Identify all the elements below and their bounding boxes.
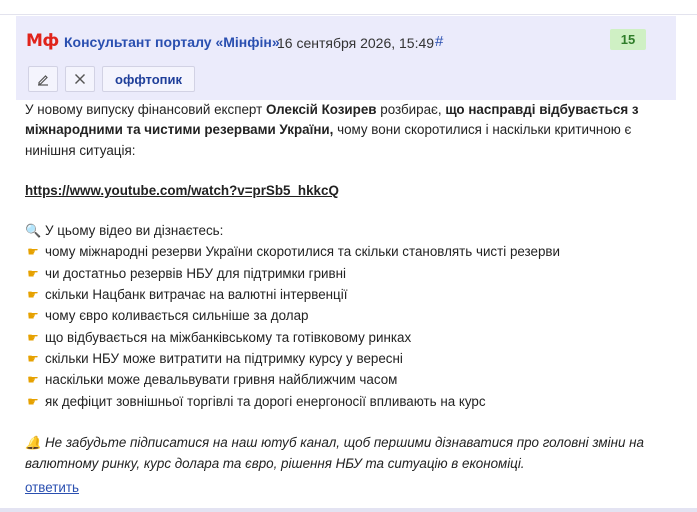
topic-list <box>25 242 668 412</box>
intro-highlight: що насправді відбувається з міжнародними та чистими резервами України, <box>25 102 639 138</box>
list-item <box>25 306 668 327</box>
list-item-text: що відбувається на міжбанківському та готівковому ринках <box>45 329 412 345</box>
author-link[interactable]: Консультант порталу «Мінфін» <box>64 34 280 50</box>
list-item <box>25 264 668 285</box>
top-divider <box>0 0 697 15</box>
post-header <box>16 16 676 100</box>
pointing-hand-icon: ☛ <box>27 373 39 389</box>
pointing-hand-icon: ☛ <box>27 394 39 410</box>
close-icon <box>73 72 87 86</box>
learn-intro <box>25 221 668 242</box>
list-item-text: скільки НБУ може витратити на підтримку курсу у вересні <box>45 350 403 366</box>
intro-text: У новому випуску фінансовий експерт <box>25 102 266 117</box>
forum-post <box>16 16 676 499</box>
post-body <box>16 100 676 499</box>
reply-link[interactable]: ответить <box>25 480 79 496</box>
list-item-text: як дефіцит зовнішньої торгівлі та дорогі енергоносії впливають на курс <box>45 393 486 409</box>
pointing-hand-icon: ☛ <box>27 330 39 346</box>
pointing-hand-icon: ☛ <box>27 288 39 304</box>
list-item <box>25 285 668 306</box>
delete-button[interactable] <box>65 66 95 92</box>
post-toolbar <box>28 66 195 92</box>
list-item <box>25 242 668 263</box>
subscribe-note-text: Не забудьте підписатися на наш ютуб канал, щоб першими дізнаватися про головні зміни на валютному ринку, курс долара та євро, рішення НБУ та ситуацію в економіці. <box>25 434 644 472</box>
learn-intro-text: У цьому відео ви дізнаєтесь: <box>45 223 224 239</box>
list-item <box>25 370 668 391</box>
permalink-hash[interactable]: # <box>435 33 444 50</box>
pointing-hand-icon: ☛ <box>27 351 39 367</box>
post-date: 16 сентября 2026, 15:49 <box>277 35 435 51</box>
pointing-hand-icon: ☛ <box>27 309 39 325</box>
magnifier-icon: 🔍 <box>25 224 42 240</box>
list-item-text: чому міжнародні резерви України скоротилися та скільки становлять чисті резерви <box>45 244 561 260</box>
pointing-hand-icon: ☛ <box>27 245 39 261</box>
bell-icon: 🔔 <box>25 435 42 451</box>
pointing-hand-icon: ☛ <box>27 266 39 282</box>
intro-paragraph <box>25 100 668 161</box>
list-item <box>25 328 668 349</box>
subscribe-note <box>25 433 668 475</box>
list-item-text: наскільки може девальвувати гривня найближчим часом <box>45 372 398 388</box>
list-item-text: скільки Нацбанк витрачає на валютні інтервенції <box>45 287 348 303</box>
intro-text: розбирає, <box>376 102 446 117</box>
intro-text: чому вони скоротилися і наскільки критичною є нинішня ситуація: <box>25 122 632 158</box>
list-item <box>25 392 668 413</box>
youtube-link[interactable]: https://www.youtube.com/watch?v=prSb5_hkkcQ <box>25 182 339 198</box>
list-item-text: чому євро коливається сильніше за долар <box>45 308 309 324</box>
edit-button[interactable] <box>28 66 58 92</box>
list-item <box>25 349 668 370</box>
minfin-logo: Мф <box>26 31 59 51</box>
expert-name: Олексій Козирев <box>265 102 377 117</box>
list-item-text: чи достатньо резервів НБУ для підтримки гривні <box>45 265 346 281</box>
next-post-strip <box>0 508 697 512</box>
offtopic-button[interactable]: оффтопик <box>102 66 195 92</box>
score-badge: 15 <box>610 29 646 50</box>
pencil-icon <box>36 72 50 86</box>
